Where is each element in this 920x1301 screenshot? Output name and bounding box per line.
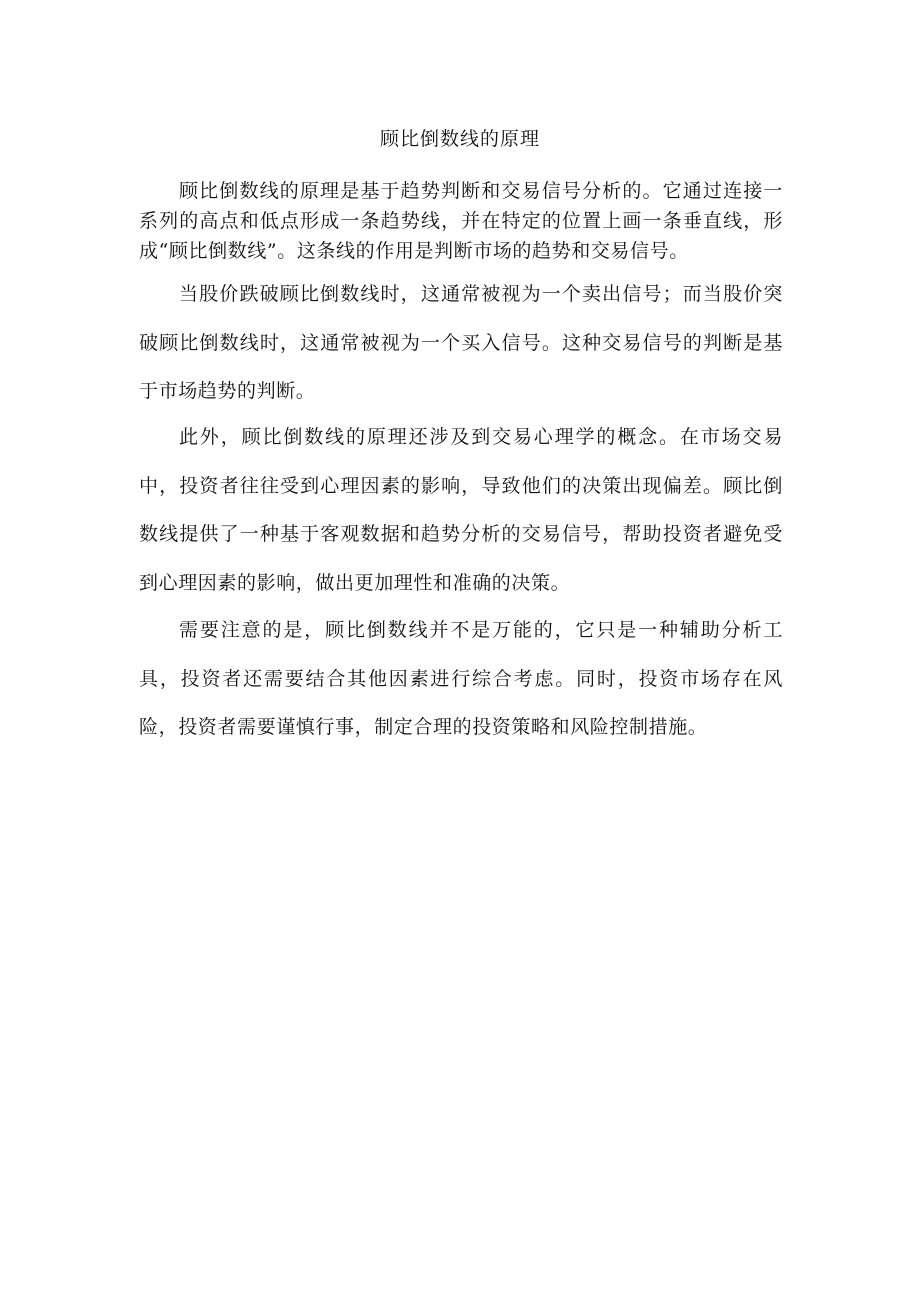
paragraph-3: 此外，顾比倒数线的原理还涉及到交易心理学的概念。在市场交易中，投资者往往受到心理因素的影响，导致他们的决策出现偏差。顾比倒数线提供了一种基于客观数据和趋势分析的交易信号，帮助投资者避免受到心理因素的影响，做出更加理性和准确的决策。 [139,426,783,594]
paragraph-1: 顾比倒数线的原理是基于趋势判断和交易信号分析的。它通过连接一系列的高点和低点形成一条趋势线，并在特定的位置上画一条垂直线，形成“顾比倒数线”。这条线的作用是判断市场的趋势和交易信号。 [139,180,783,262]
paragraph-4: 需要注意的是，顾比倒数线并不是万能的，它只是一种辅助分析工具，投资者还需要结合其他因素进行综合考虑。同时，投资市场存在风险，投资者需要谨慎行事，制定合理的投资策略和风险控制措施。 [139,619,783,738]
paragraph-2: 当股价跌破顾比倒数线时，这通常被视为一个卖出信号；而当股价突破顾比倒数线时，这通常被视为一个买入信号。这种交易信号的判断是基于市场趋势的判断。 [139,283,783,402]
document-title: 顾比倒数线的原理 [379,128,540,150]
